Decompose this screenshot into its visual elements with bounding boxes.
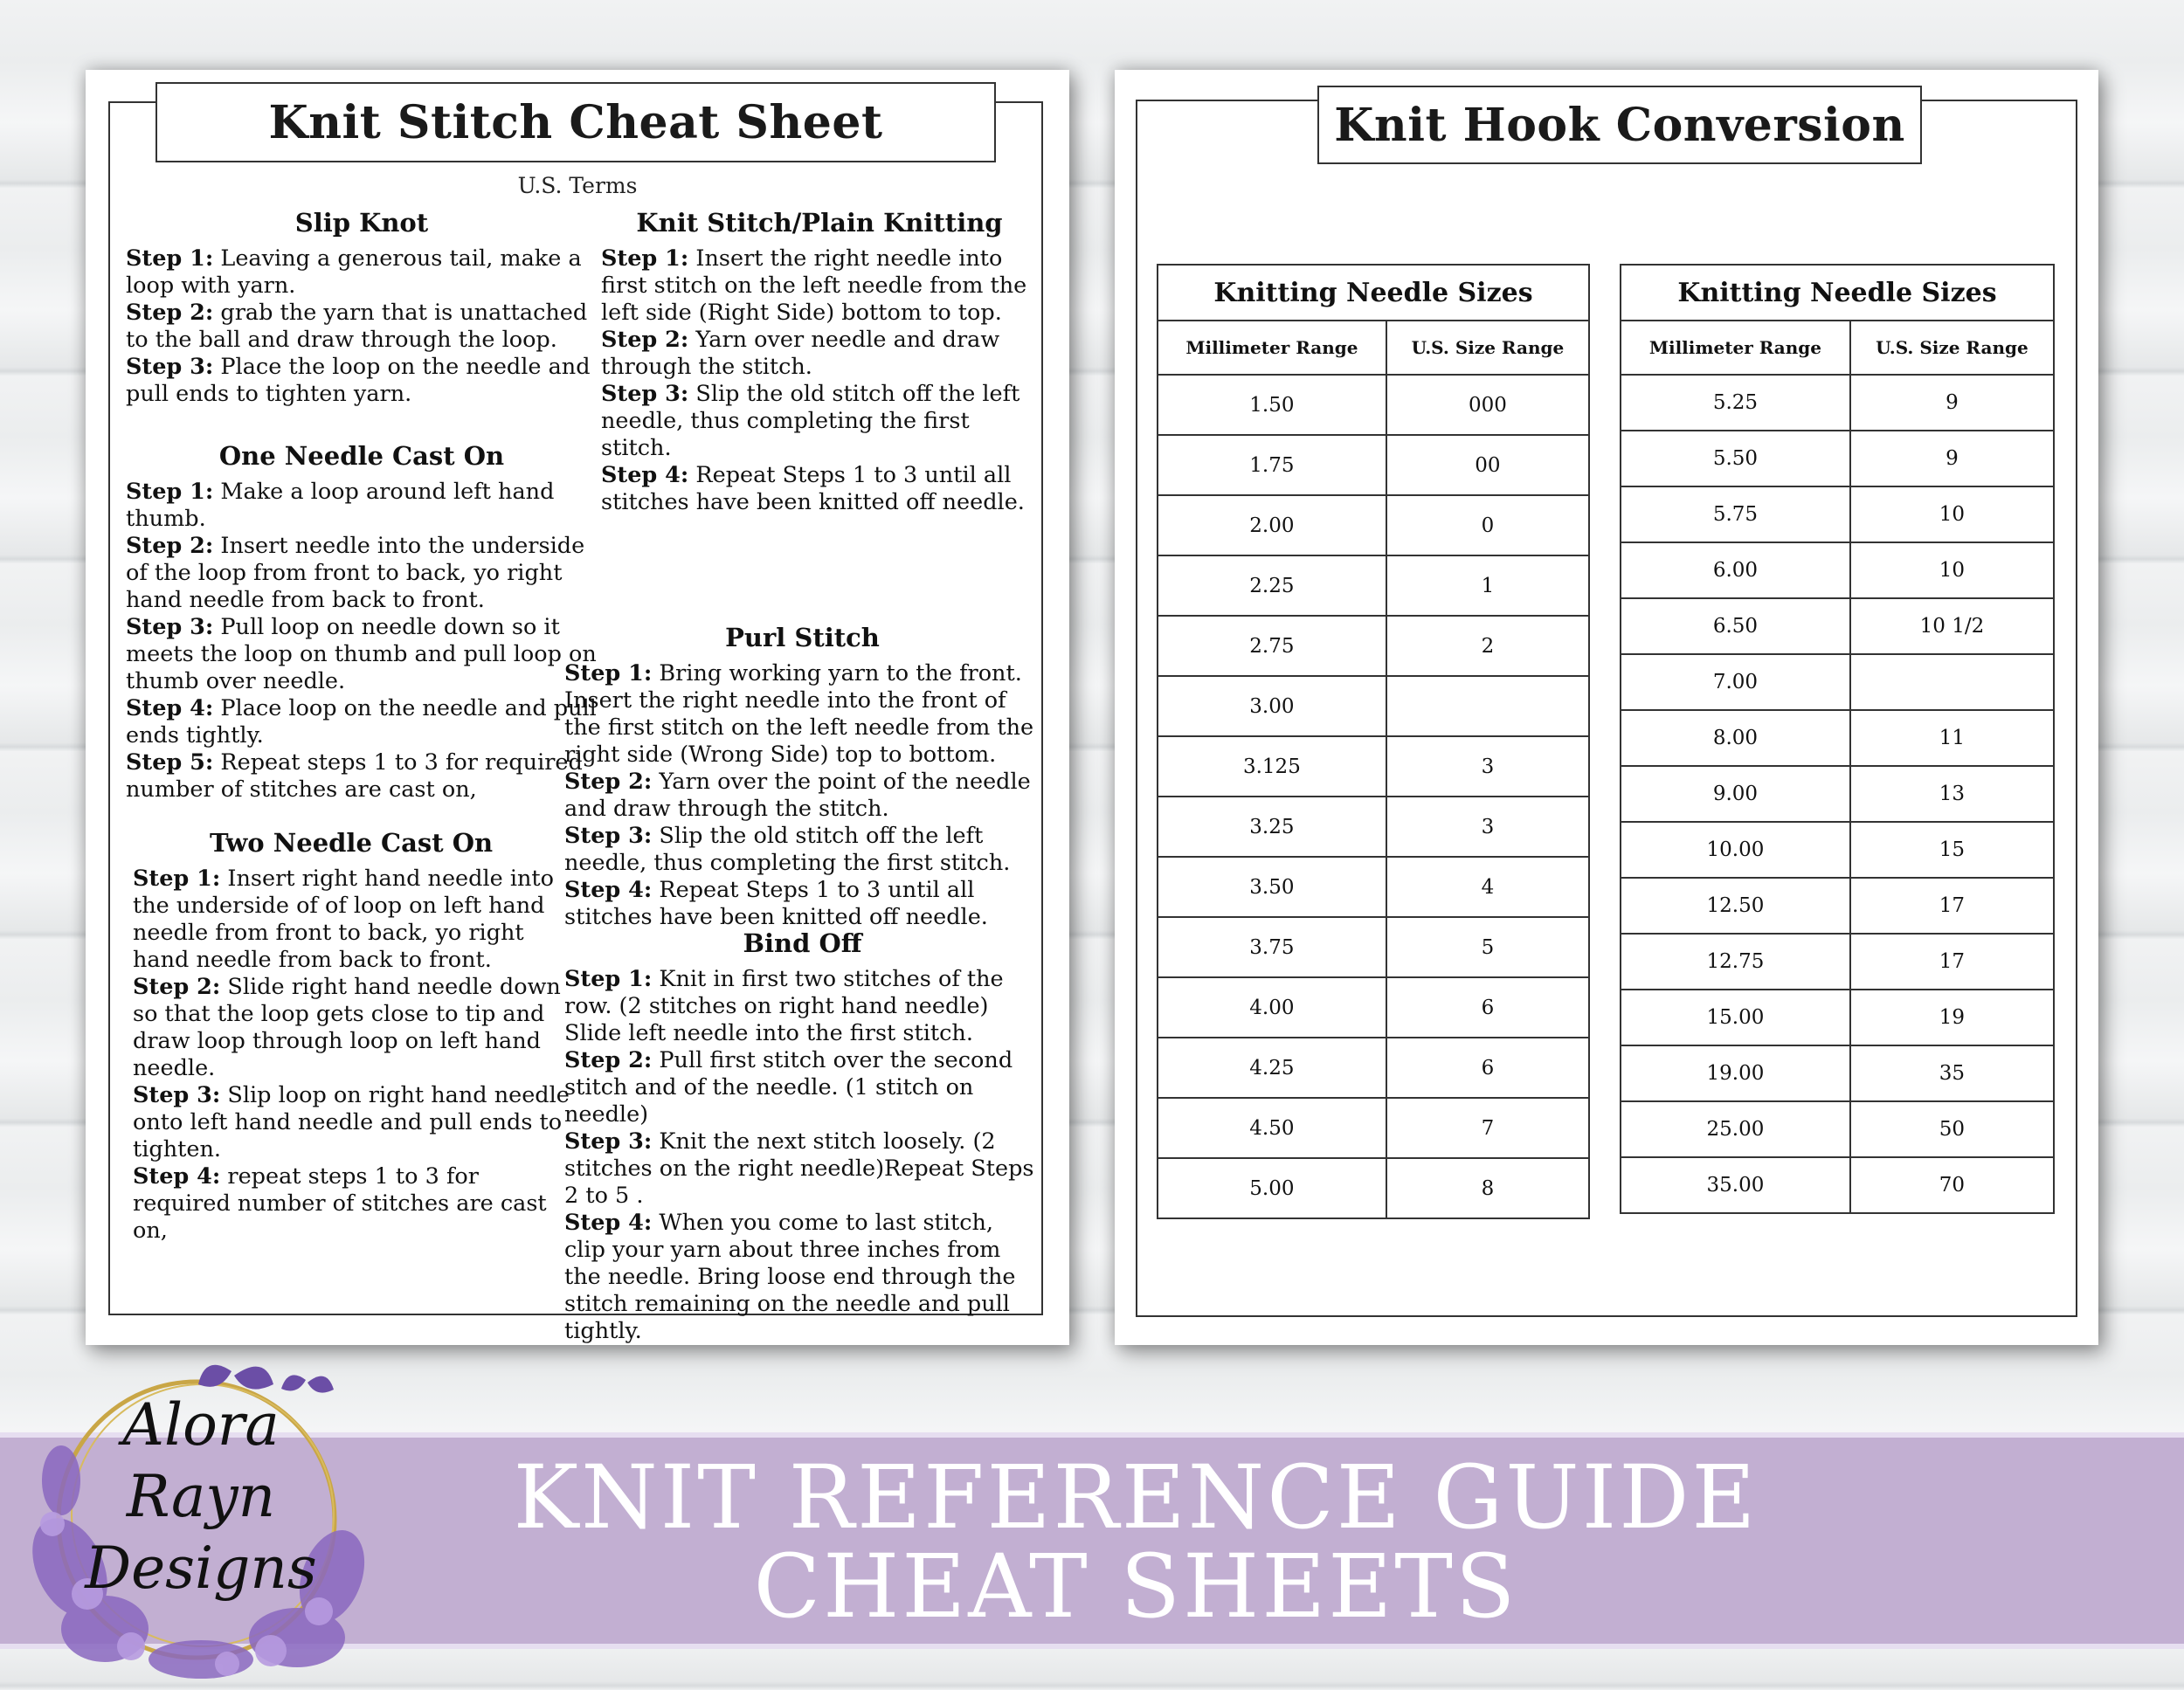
step: Step 3: Slip the old stitch off the left needle, thus completing the first stitch.	[564, 823, 1011, 876]
step: Step 2: Slide right hand needle down so that the loop gets close to tip and draw loop through loop on left hand needle.	[133, 974, 561, 1081]
table-row	[1158, 435, 1589, 495]
table-row	[1158, 495, 1589, 555]
us-size-cell: 10 1/2	[1850, 598, 2054, 654]
us-size-cell: 0	[1386, 495, 1589, 555]
step: Step 4: Repeat Steps 1 to 3 until all stitches have been knitted off needle.	[564, 877, 988, 930]
us-size-cell: 17	[1850, 934, 2054, 990]
knit-hook-conversion-sheet	[1115, 70, 2098, 1345]
step: Step 5: Repeat steps 1 to 3 for required number of stitches are cast on,	[126, 749, 583, 803]
column-header-mm: Millimeter Range	[1158, 321, 1386, 375]
column-header-us: U.S. Size Range	[1386, 321, 1589, 375]
table-row	[1158, 375, 1589, 435]
us-size-cell: 3	[1386, 736, 1589, 797]
step: Step 1: Insert the right needle into first stitch on the left needle from the left side (Right Side) bottom to top.	[601, 245, 1027, 326]
column-right-bottom	[564, 930, 1040, 1345]
table-row	[1158, 555, 1589, 616]
us-size-cell: 2	[1386, 616, 1589, 676]
column-header-mm: Millimeter Range	[1621, 321, 1850, 375]
knit-stitch-cheat-sheet	[86, 70, 1069, 1345]
step: Step 2: Pull first stitch over the second stitch and of the needle. (1 stitch on needle)	[564, 1047, 1013, 1128]
millimeter-cell: 1.50	[1158, 375, 1386, 435]
table-row	[1621, 654, 2054, 710]
step: Step 3: Knit the next stitch loosely. (2 stitches on the right needle)Repeat Steps 2 to 5 .	[564, 1128, 1034, 1209]
table-row	[1621, 990, 2054, 1045]
step: Step 2: Yarn over needle and draw through the stitch.	[601, 327, 1000, 380]
logo-text-line-3: Designs	[85, 1535, 317, 1602]
step: Step 4: Repeat Steps 1 to 3 until all stitches have been knitted off needle.	[601, 462, 1025, 515]
millimeter-cell: 5.75	[1621, 486, 1850, 542]
table-row	[1621, 1157, 2054, 1213]
step: Step 1: Knit in first two stitches of the row. (2 stitches on right hand needle) Slide left needle into the first stitch.	[564, 966, 1004, 1046]
table-row	[1621, 822, 2054, 878]
millimeter-cell: 2.25	[1158, 555, 1386, 616]
section-heading-bind-off: Bind Off	[743, 928, 862, 958]
table-row	[1621, 1045, 2054, 1101]
table-row	[1158, 676, 1589, 736]
terms-label: U.S. Terms	[517, 173, 638, 198]
table-row	[1621, 934, 2054, 990]
table-row	[1621, 431, 2054, 486]
step: Step 1: Insert right hand needle into the underside of of loop on left hand needle from front to back, yo right hand needle from back to front.	[133, 866, 554, 973]
column-right-top	[601, 210, 1038, 516]
us-size-cell: 15	[1850, 822, 2054, 878]
millimeter-cell: 5.50	[1621, 431, 1850, 486]
millimeter-cell: 5.00	[1158, 1158, 1386, 1218]
us-size-cell: 00	[1386, 435, 1589, 495]
table-row	[1621, 486, 2054, 542]
millimeter-cell: 3.00	[1158, 676, 1386, 736]
step: Step 1: Leaving a generous tail, make a loop with yarn.	[126, 245, 582, 299]
sheet-title: Knit Hook Conversion	[1317, 86, 1922, 164]
section-heading-knit-stitch: Knit Stitch/Plain Knitting	[636, 208, 1003, 238]
step: Step 3: Slip the old stitch off the left needle, thus completing the first stitch.	[601, 381, 1020, 461]
us-size-cell: 9	[1850, 431, 2054, 486]
us-size-cell: 7	[1386, 1098, 1589, 1158]
millimeter-cell: 12.50	[1621, 878, 1850, 934]
table-row	[1621, 542, 2054, 598]
section-heading-one-needle: One Needle Cast On	[218, 441, 505, 471]
step: Step 1: Bring working yarn to the front. Insert the right needle into the front of the first stitch on the left needle from the right side (Wrong Side) top to bottom.	[564, 660, 1034, 768]
step: Step 3: Place the loop on the needle and pull ends to tighten yarn.	[126, 354, 591, 407]
millimeter-cell: 2.00	[1158, 495, 1386, 555]
table-row	[1158, 917, 1589, 977]
column-left-bottom	[133, 830, 570, 1245]
us-size-cell: 10	[1850, 486, 2054, 542]
step: Step 2: Yarn over the point of the needle and draw through the stitch.	[564, 769, 1031, 822]
table-caption: Knitting Needle Sizes	[1158, 265, 1589, 321]
millimeter-cell: 6.00	[1621, 542, 1850, 598]
millimeter-cell: 10.00	[1621, 822, 1850, 878]
table-row	[1158, 1158, 1589, 1218]
us-size-cell: 10	[1850, 542, 2054, 598]
us-size-cell: 50	[1850, 1101, 2054, 1157]
us-size-cell: 8	[1386, 1158, 1589, 1218]
sheet-title: Knit Stitch Cheat Sheet	[156, 82, 996, 162]
us-size-cell: 17	[1850, 878, 2054, 934]
table-row	[1621, 375, 2054, 431]
table-row	[1621, 878, 2054, 934]
millimeter-cell: 35.00	[1621, 1157, 1850, 1213]
us-size-cell	[1386, 676, 1589, 736]
millimeter-cell: 5.25	[1621, 375, 1850, 431]
table-row	[1158, 616, 1589, 676]
column-right-middle	[564, 624, 1040, 931]
millimeter-cell: 3.25	[1158, 797, 1386, 857]
us-size-cell: 13	[1850, 766, 2054, 822]
us-size-cell: 5	[1386, 917, 1589, 977]
needle-size-table-1	[1157, 264, 1590, 1219]
millimeter-cell: 4.00	[1158, 977, 1386, 1038]
table-body	[1158, 375, 1589, 1218]
us-size-cell: 1	[1386, 555, 1589, 616]
us-size-cell: 3	[1386, 797, 1589, 857]
us-size-cell: 11	[1850, 710, 2054, 766]
millimeter-cell: 7.00	[1621, 654, 1850, 710]
table-body	[1621, 375, 2054, 1213]
millimeter-cell: 3.75	[1158, 917, 1386, 977]
millimeter-cell: 3.125	[1158, 736, 1386, 797]
logo-text-line-2: Rayn	[126, 1463, 276, 1530]
millimeter-cell: 15.00	[1621, 990, 1850, 1045]
millimeter-cell: 4.25	[1158, 1038, 1386, 1098]
millimeter-cell: 9.00	[1621, 766, 1850, 822]
step: Step 4: repeat steps 1 to 3 for required number of stitches are cast on,	[133, 1163, 547, 1244]
banner-title-line-1: KNIT REFERENCE GUIDE	[513, 1446, 1759, 1549]
table-row	[1158, 1098, 1589, 1158]
us-size-cell: 000	[1386, 375, 1589, 435]
millimeter-cell: 2.75	[1158, 616, 1386, 676]
us-size-cell: 6	[1386, 1038, 1589, 1098]
table-row	[1158, 736, 1589, 797]
step: Step 1: Make a loop around left hand thumb.	[126, 479, 555, 532]
millimeter-cell: 25.00	[1621, 1101, 1850, 1157]
millimeter-cell: 12.75	[1621, 934, 1850, 990]
us-size-cell: 6	[1386, 977, 1589, 1038]
us-size-cell: 4	[1386, 857, 1589, 917]
millimeter-cell: 3.50	[1158, 857, 1386, 917]
millimeter-cell: 1.75	[1158, 435, 1386, 495]
column-left-top	[126, 210, 598, 804]
step: Step 2: grab the yarn that is unattached to the ball and draw through the loop.	[126, 300, 588, 353]
brand-logo	[9, 1349, 393, 1681]
step: Step 4: When you come to last stitch, clip your yarn about three inches from the needle. Bring loose end through the stitch remaining on the needle and pull tightly.	[564, 1210, 1016, 1344]
us-size-cell: 70	[1850, 1157, 2054, 1213]
table-row	[1158, 977, 1589, 1038]
section-heading-purl-stitch: Purl Stitch	[725, 623, 880, 652]
table-row	[1621, 598, 2054, 654]
table-row	[1158, 797, 1589, 857]
table-row	[1621, 1101, 2054, 1157]
step: Step 4: Place loop on the needle and pull ends tightly.	[126, 695, 597, 748]
table-row	[1158, 1038, 1589, 1098]
section-heading-two-needle: Two Needle Cast On	[209, 828, 494, 858]
millimeter-cell: 8.00	[1621, 710, 1850, 766]
needle-size-table-2	[1620, 264, 2055, 1214]
millimeter-cell: 19.00	[1621, 1045, 1850, 1101]
banner-title-line-2: CHEAT SHEETS	[753, 1535, 1518, 1638]
step: Step 3: Slip loop on right hand needle onto left hand needle and pull ends to tighten.	[133, 1082, 570, 1162]
logo-text-line-1: Alora	[122, 1391, 280, 1459]
table-row	[1621, 710, 2054, 766]
step: Step 3: Pull loop on needle down so it meets the loop on thumb and pull loop on thumb over needle.	[126, 614, 597, 694]
us-size-cell	[1850, 654, 2054, 710]
table-row	[1158, 857, 1589, 917]
column-header-us: U.S. Size Range	[1850, 321, 2054, 375]
us-size-cell: 35	[1850, 1045, 2054, 1101]
us-size-cell: 19	[1850, 990, 2054, 1045]
millimeter-cell: 4.50	[1158, 1098, 1386, 1158]
us-size-cell: 9	[1850, 375, 2054, 431]
step: Step 2: Insert needle into the underside of the loop from front to back, yo right hand needle from back to front.	[126, 533, 585, 613]
millimeter-cell: 6.50	[1621, 598, 1850, 654]
table-row	[1621, 766, 2054, 822]
table-caption: Knitting Needle Sizes	[1621, 265, 2054, 321]
section-heading-slip-knot: Slip Knot	[294, 208, 429, 238]
